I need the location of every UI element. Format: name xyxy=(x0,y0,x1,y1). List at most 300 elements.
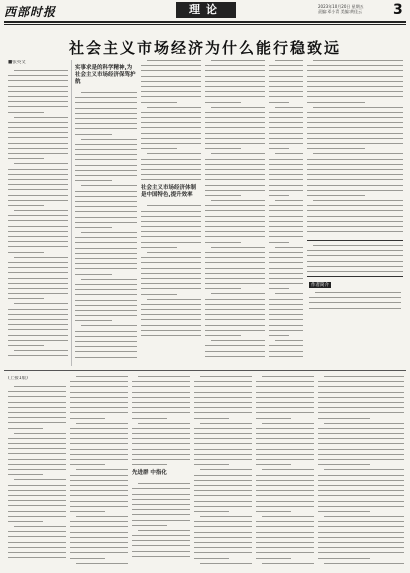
text-line xyxy=(269,345,303,346)
text-line xyxy=(307,216,403,217)
text-line xyxy=(194,412,252,413)
text-line xyxy=(141,133,201,134)
text-line xyxy=(141,112,201,113)
text-line xyxy=(70,490,128,491)
text-line xyxy=(8,500,66,501)
text-line xyxy=(132,514,190,515)
text-line xyxy=(132,386,190,387)
text-line xyxy=(211,200,265,201)
text-line xyxy=(194,490,252,491)
text-line xyxy=(205,174,265,175)
text-line xyxy=(205,242,241,243)
text-line xyxy=(76,376,128,377)
text-line xyxy=(318,526,404,527)
text-line xyxy=(256,490,314,491)
text-line xyxy=(70,438,128,439)
text-line xyxy=(8,298,44,299)
text-line xyxy=(269,351,303,352)
text-line xyxy=(75,227,112,228)
text-line xyxy=(269,190,303,191)
text-line xyxy=(141,96,201,97)
text-line xyxy=(256,552,314,553)
text-line xyxy=(269,159,303,160)
text-line xyxy=(14,257,68,258)
date-box xyxy=(318,4,388,20)
text-line xyxy=(269,319,303,320)
text-line xyxy=(132,464,167,465)
text-line xyxy=(141,169,201,170)
text-line xyxy=(318,438,404,439)
text-line xyxy=(256,454,314,455)
text-line xyxy=(307,266,403,267)
text-line xyxy=(269,309,303,310)
text-line xyxy=(205,122,265,123)
text-line xyxy=(75,108,137,109)
text-line xyxy=(318,443,404,444)
text-line xyxy=(256,558,291,559)
text-line xyxy=(318,454,404,455)
text-line xyxy=(8,536,66,537)
text-line xyxy=(141,159,201,160)
text-line xyxy=(8,272,68,273)
lower-column-5 xyxy=(256,376,314,570)
text-line xyxy=(269,76,303,77)
text-line xyxy=(141,242,201,243)
text-line xyxy=(205,299,265,300)
text-line xyxy=(194,485,252,486)
text-line xyxy=(269,262,303,263)
text-line xyxy=(8,200,68,201)
text-line xyxy=(269,252,303,253)
text-line xyxy=(269,268,303,269)
text-line xyxy=(313,153,403,154)
text-line xyxy=(8,448,66,449)
text-line xyxy=(256,449,314,450)
text-line xyxy=(14,386,66,387)
text-line xyxy=(141,236,201,237)
text-line xyxy=(8,148,68,149)
text-line xyxy=(269,122,303,123)
text-line xyxy=(70,397,128,398)
text-line xyxy=(141,174,201,175)
text-line xyxy=(70,532,128,533)
text-line xyxy=(70,552,128,553)
text-line xyxy=(75,346,137,347)
text-line xyxy=(205,236,265,237)
text-line xyxy=(262,469,314,470)
text-line xyxy=(205,330,265,331)
column-separator xyxy=(71,60,72,366)
text-line xyxy=(141,247,177,248)
text-line xyxy=(132,540,190,541)
text-line xyxy=(8,412,66,413)
text-line xyxy=(256,475,314,476)
text-line xyxy=(256,526,314,527)
text-line xyxy=(269,325,303,326)
text-line xyxy=(8,80,68,81)
text-line xyxy=(8,417,66,418)
text-line xyxy=(70,480,128,481)
text-line xyxy=(14,433,66,434)
text-line xyxy=(262,563,314,564)
text-line xyxy=(70,381,128,382)
text-line xyxy=(141,143,201,144)
text-line xyxy=(194,552,252,553)
column-text-lines xyxy=(269,60,303,357)
text-line xyxy=(14,70,68,71)
text-line xyxy=(75,196,137,197)
text-line xyxy=(70,392,128,393)
text-line xyxy=(205,351,265,352)
text-line xyxy=(194,537,252,538)
text-line xyxy=(75,294,137,295)
text-line xyxy=(194,521,252,522)
text-line xyxy=(205,185,265,186)
text-line xyxy=(76,516,128,517)
text-line xyxy=(8,422,66,423)
text-line xyxy=(205,143,265,144)
text-line xyxy=(205,221,265,222)
text-line xyxy=(205,257,265,258)
text-line xyxy=(8,335,68,336)
text-line xyxy=(8,469,66,470)
text-line xyxy=(205,304,265,305)
text-line xyxy=(70,495,128,496)
text-line xyxy=(70,511,105,512)
text-line xyxy=(8,75,68,76)
text-line xyxy=(8,122,68,123)
text-line xyxy=(269,179,303,180)
text-line xyxy=(256,418,291,419)
text-line xyxy=(313,107,403,108)
lower-column-4 xyxy=(194,376,252,570)
text-line xyxy=(194,402,252,403)
text-line xyxy=(307,143,403,144)
text-line xyxy=(194,407,252,408)
text-line xyxy=(269,304,303,305)
text-line xyxy=(75,154,137,155)
text-line xyxy=(8,521,43,522)
text-line xyxy=(8,106,68,107)
text-line xyxy=(318,407,404,408)
text-line xyxy=(132,433,190,434)
column-text-lines xyxy=(318,376,404,564)
text-line xyxy=(205,96,265,97)
text-line xyxy=(269,81,303,82)
text-line xyxy=(75,258,137,259)
text-line xyxy=(70,475,128,476)
text-line xyxy=(8,505,66,506)
text-line xyxy=(141,216,201,217)
text-line xyxy=(269,143,303,144)
text-line xyxy=(205,252,265,253)
text-line xyxy=(8,547,66,548)
text-line xyxy=(318,475,404,476)
text-line xyxy=(256,547,314,548)
text-line xyxy=(307,70,403,71)
text-line xyxy=(8,143,68,144)
text-line xyxy=(256,537,314,538)
text-line xyxy=(8,396,66,397)
text-line xyxy=(141,231,201,232)
text-line xyxy=(75,102,137,103)
text-line xyxy=(8,132,68,133)
article-column-5 xyxy=(269,60,303,366)
lower-column-6 xyxy=(318,376,404,570)
text-line xyxy=(205,231,265,232)
text-line xyxy=(269,299,303,300)
text-line xyxy=(132,556,190,557)
text-line xyxy=(141,211,201,212)
text-line xyxy=(8,407,66,408)
text-line xyxy=(70,407,128,408)
text-line xyxy=(8,402,66,403)
text-line xyxy=(141,309,201,310)
text-line xyxy=(132,535,190,536)
text-line xyxy=(75,211,137,212)
text-line xyxy=(205,319,265,320)
text-line xyxy=(211,293,265,294)
text-line xyxy=(307,133,403,134)
text-line xyxy=(269,330,303,331)
text-line xyxy=(75,289,137,290)
text-line xyxy=(211,60,265,61)
text-line xyxy=(132,520,190,521)
text-line xyxy=(8,195,68,196)
text-line xyxy=(211,153,265,154)
text-line xyxy=(318,490,404,491)
text-line xyxy=(324,423,404,424)
text-line xyxy=(307,185,403,186)
text-line xyxy=(70,402,128,403)
text-line xyxy=(194,459,252,460)
text-line xyxy=(132,525,167,526)
text-line xyxy=(269,102,289,103)
text-line xyxy=(318,485,404,486)
text-line xyxy=(141,262,201,263)
text-line xyxy=(205,268,265,269)
column-text-lines xyxy=(8,386,66,558)
text-line xyxy=(8,236,68,237)
text-line xyxy=(70,428,128,429)
sidebar-box xyxy=(307,240,403,277)
text-line xyxy=(8,127,68,128)
text-line xyxy=(307,174,403,175)
text-line xyxy=(205,309,265,310)
text-line xyxy=(70,547,128,548)
text-line xyxy=(307,231,403,232)
text-line xyxy=(8,459,66,460)
text-line xyxy=(307,148,365,149)
text-line xyxy=(8,241,68,242)
text-line xyxy=(147,60,201,61)
text-line xyxy=(8,231,68,232)
text-line xyxy=(194,495,252,496)
text-line xyxy=(141,81,201,82)
text-line xyxy=(141,138,201,139)
text-line xyxy=(194,428,252,429)
text-line xyxy=(75,222,137,223)
text-line xyxy=(132,428,190,429)
text-line xyxy=(262,376,314,377)
text-line xyxy=(75,336,137,337)
text-line xyxy=(205,70,265,71)
text-line xyxy=(269,242,289,243)
text-line xyxy=(141,127,201,128)
text-line xyxy=(205,159,265,160)
text-line xyxy=(132,443,190,444)
text-line xyxy=(318,511,370,512)
text-line xyxy=(141,314,201,315)
text-line xyxy=(318,459,404,460)
text-line xyxy=(141,221,201,222)
text-line xyxy=(194,454,252,455)
text-line xyxy=(75,300,137,301)
text-line xyxy=(269,65,303,66)
text-line xyxy=(141,148,177,149)
text-line xyxy=(205,226,265,227)
text-line xyxy=(132,381,190,382)
lower-column-3 xyxy=(132,376,190,570)
text-line xyxy=(318,495,404,496)
text-line xyxy=(8,428,43,429)
text-line xyxy=(8,552,66,553)
text-line xyxy=(318,547,404,548)
text-line xyxy=(75,159,137,160)
text-line xyxy=(256,386,314,387)
text-line xyxy=(8,158,44,159)
text-line xyxy=(318,397,404,398)
text-line xyxy=(8,319,68,320)
text-line xyxy=(75,217,137,218)
text-line xyxy=(205,76,265,77)
text-line xyxy=(141,70,201,71)
text-line xyxy=(70,464,105,465)
column-text-lines xyxy=(194,376,252,564)
text-line xyxy=(75,284,137,285)
text-line xyxy=(8,314,68,315)
text-line xyxy=(269,221,303,222)
text-line xyxy=(256,459,314,460)
text-line xyxy=(75,263,137,264)
text-line xyxy=(275,107,303,108)
text-line xyxy=(141,330,201,331)
lower-subhead: 先进群 中指化 xyxy=(132,470,167,477)
text-line xyxy=(309,308,401,309)
text-line xyxy=(70,501,128,502)
text-line xyxy=(205,345,265,346)
text-line xyxy=(269,216,303,217)
text-line xyxy=(75,351,137,352)
text-line xyxy=(269,164,303,165)
text-line xyxy=(194,511,229,512)
column-text-lines xyxy=(309,292,401,309)
text-line xyxy=(269,91,303,92)
column-text-lines xyxy=(132,376,190,465)
text-line xyxy=(138,483,190,484)
text-line xyxy=(141,273,201,274)
text-line xyxy=(8,557,66,558)
text-line xyxy=(8,443,66,444)
text-line xyxy=(81,232,137,233)
text-line xyxy=(205,112,265,113)
text-line xyxy=(194,547,252,548)
text-line xyxy=(75,144,137,145)
text-line xyxy=(256,402,314,403)
text-line xyxy=(194,418,229,419)
text-line xyxy=(205,169,265,170)
text-line xyxy=(75,237,137,238)
text-line xyxy=(269,138,303,139)
text-line xyxy=(70,485,128,486)
article-column-1 xyxy=(8,60,68,366)
text-line xyxy=(75,357,137,358)
text-line xyxy=(205,190,265,191)
text-line xyxy=(324,516,404,517)
text-line xyxy=(256,392,314,393)
text-line xyxy=(141,102,177,103)
text-line xyxy=(194,433,252,434)
text-line xyxy=(132,509,190,510)
text-line xyxy=(8,324,68,325)
text-line xyxy=(132,494,190,495)
text-line xyxy=(194,506,252,507)
text-line xyxy=(70,443,128,444)
text-line xyxy=(307,159,403,160)
text-line xyxy=(318,521,404,522)
text-line xyxy=(75,165,137,166)
text-line xyxy=(75,274,112,275)
text-line xyxy=(256,506,314,507)
text-line xyxy=(8,226,68,227)
text-line xyxy=(8,355,68,356)
text-line xyxy=(141,268,201,269)
text-line xyxy=(76,563,128,564)
text-line xyxy=(307,169,403,170)
text-line xyxy=(256,428,314,429)
text-line xyxy=(194,397,252,398)
text-line xyxy=(76,423,128,424)
text-line xyxy=(269,226,303,227)
text-line xyxy=(205,205,265,206)
editor-line: 责编:邓小青 美编:黄佳云 xyxy=(318,9,362,14)
article-column-4 xyxy=(205,60,265,366)
text-line xyxy=(75,118,137,119)
text-line xyxy=(318,381,404,382)
text-line xyxy=(8,220,68,221)
text-line xyxy=(132,412,190,413)
text-line xyxy=(8,474,43,475)
text-line xyxy=(307,81,403,82)
text-line xyxy=(194,449,252,450)
text-line xyxy=(8,215,68,216)
text-line xyxy=(8,542,66,543)
text-line xyxy=(8,112,44,113)
text-line xyxy=(307,164,403,165)
text-line xyxy=(138,530,190,531)
text-line xyxy=(132,551,190,552)
text-line xyxy=(256,464,291,465)
text-line xyxy=(307,250,403,251)
text-line xyxy=(8,516,66,517)
text-line xyxy=(269,335,289,336)
text-line xyxy=(269,195,289,196)
text-line xyxy=(318,537,404,538)
text-line xyxy=(75,248,137,249)
text-line xyxy=(141,122,201,123)
text-line xyxy=(269,70,303,71)
sidebar-label: 作者简介 xyxy=(311,283,329,288)
